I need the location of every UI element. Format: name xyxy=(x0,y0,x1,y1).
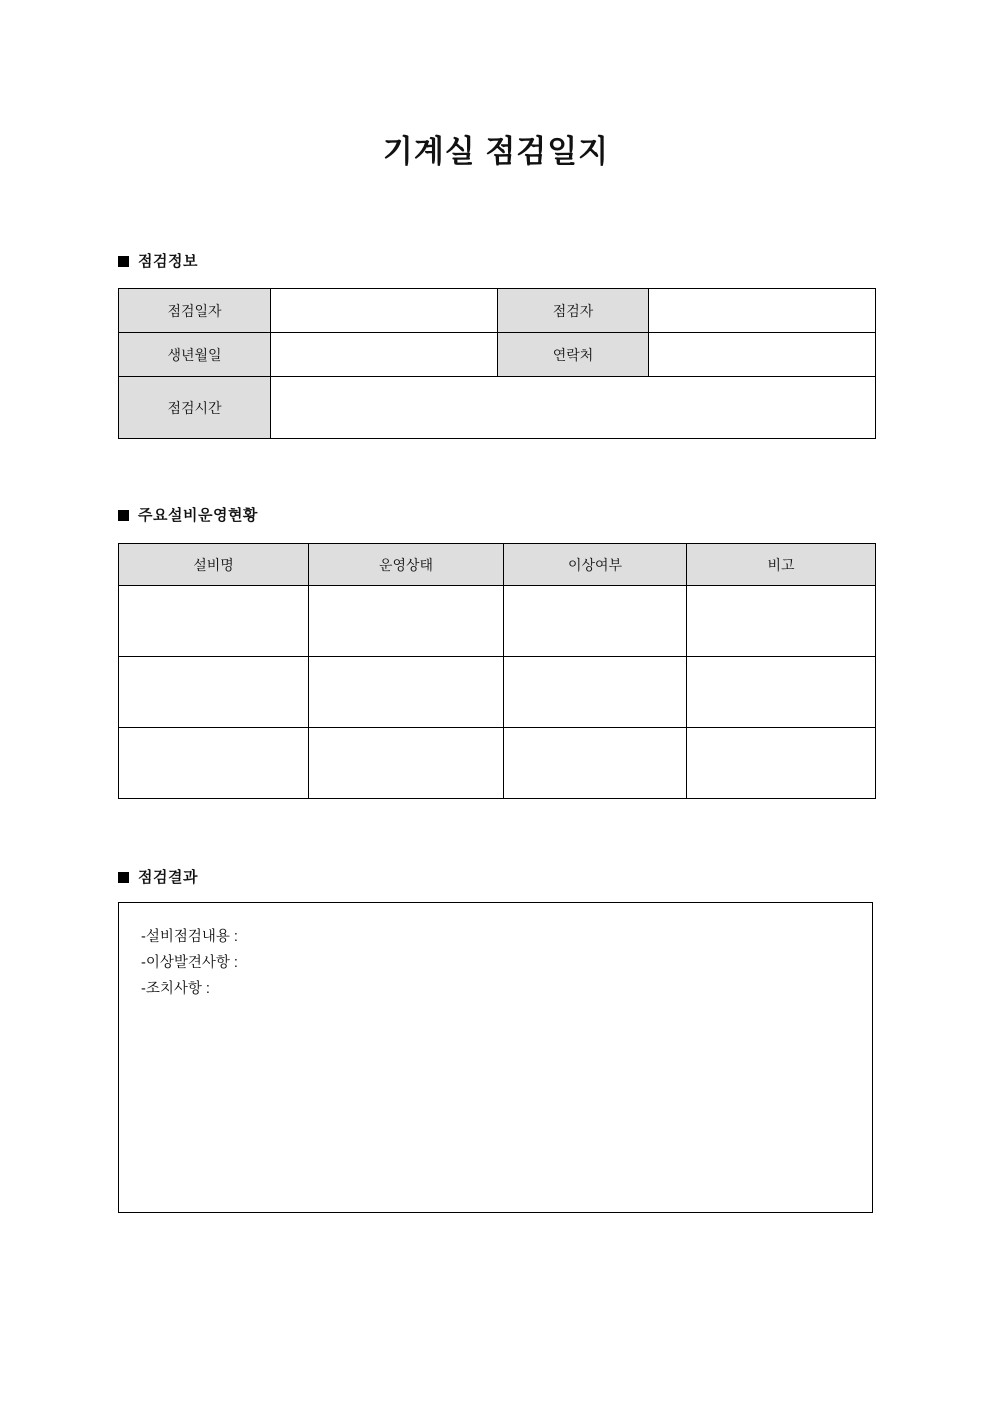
label-contact: 연락처 xyxy=(498,333,649,377)
cell-abnormality[interactable] xyxy=(504,728,687,799)
cell-remarks[interactable] xyxy=(687,728,876,799)
section-heading-equipment-status xyxy=(118,508,258,523)
cell-abnormality[interactable] xyxy=(504,586,687,657)
cell-equipment-name[interactable] xyxy=(119,728,309,799)
square-bullet-icon xyxy=(118,872,129,883)
column-header-abnormality: 이상여부 xyxy=(504,544,687,586)
value-contact[interactable] xyxy=(649,333,876,377)
value-inspection-date[interactable] xyxy=(271,289,498,333)
value-birth-date[interactable] xyxy=(271,333,498,377)
result-line-equipment-check: -설비점검내용 : xyxy=(141,929,238,945)
section-heading-inspection-result xyxy=(118,870,198,885)
value-inspector[interactable] xyxy=(649,289,876,333)
cell-operation-state[interactable] xyxy=(309,728,504,799)
page-title: 기계실 점검일지 xyxy=(382,134,610,169)
cell-abnormality[interactable] xyxy=(504,657,687,728)
cell-remarks[interactable] xyxy=(687,657,876,728)
equipment-status-table xyxy=(118,543,876,799)
square-bullet-icon xyxy=(118,510,129,521)
column-header-remarks: 비고 xyxy=(687,544,876,586)
inspection-info-table xyxy=(118,288,876,439)
result-line-actions: -조치사항 : xyxy=(141,981,210,997)
table-row xyxy=(119,333,876,377)
cell-equipment-name[interactable] xyxy=(119,586,309,657)
section-heading-inspection-info xyxy=(118,254,198,269)
table-row xyxy=(119,586,876,657)
column-header-operation-state: 운영상태 xyxy=(309,544,504,586)
inspection-result-box[interactable] xyxy=(118,902,873,1213)
table-row xyxy=(119,377,876,439)
cell-remarks[interactable] xyxy=(687,586,876,657)
result-prompt-lines xyxy=(119,903,872,1002)
table-row xyxy=(119,657,876,728)
column-header-equipment-name: 설비명 xyxy=(119,544,309,586)
cell-equipment-name[interactable] xyxy=(119,657,309,728)
section-heading-label: 점검결과 xyxy=(138,869,198,886)
label-inspection-date: 점검일자 xyxy=(119,289,271,333)
label-birth-date: 생년월일 xyxy=(119,333,271,377)
label-inspection-time: 점검시간 xyxy=(119,377,271,439)
section-heading-label: 점검정보 xyxy=(138,253,198,270)
label-inspector: 점검자 xyxy=(498,289,649,333)
square-bullet-icon xyxy=(118,256,129,267)
cell-operation-state[interactable] xyxy=(309,586,504,657)
table-header-row xyxy=(119,544,876,586)
value-inspection-time[interactable] xyxy=(271,377,876,439)
section-heading-label: 주요설비운영현황 xyxy=(138,507,258,524)
table-row xyxy=(119,289,876,333)
cell-operation-state[interactable] xyxy=(309,657,504,728)
result-line-findings: -이상발견사항 : xyxy=(141,955,238,971)
table-row xyxy=(119,728,876,799)
